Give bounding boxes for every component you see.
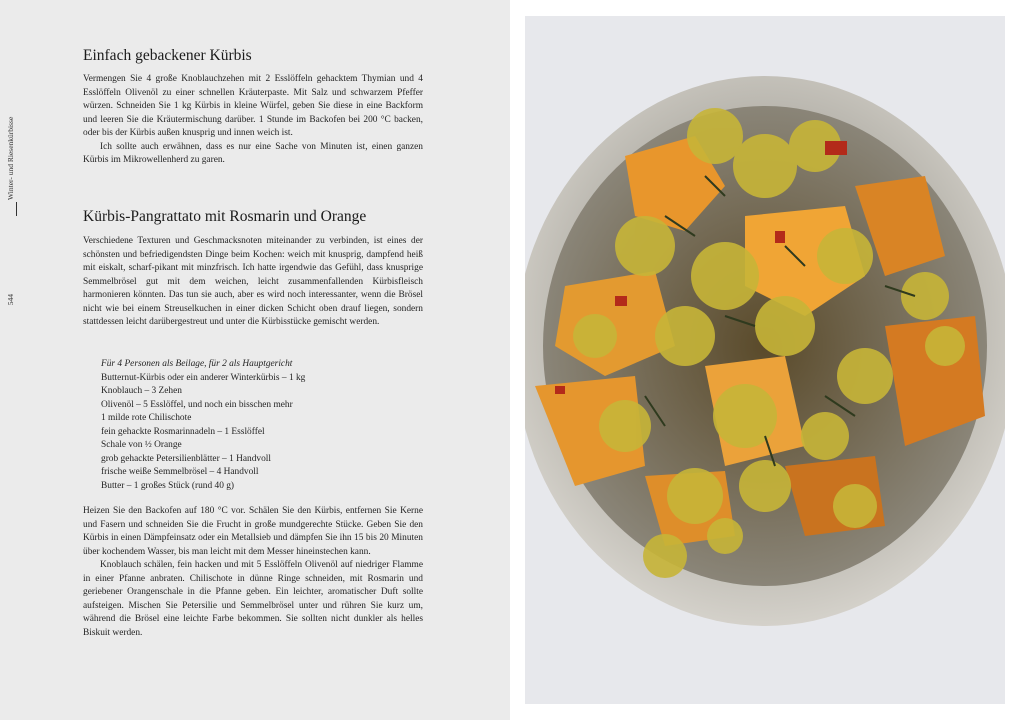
food-photo [525, 16, 1005, 704]
recipe1-paragraph: Vermengen Sie 4 große Knoblauchzehen mit 2 Esslöffeln gehacktem Thymian und 4 Esslöffeln Olivenöl zu einer schnellen Kräuterpaste. Mit Salz und schwarzem Pfeffer würzen. Schneiden Sie 1 kg Kürbis in kleine Würfel, geben Sie diese in eine Backform und leeren Sie die Kräutermischung darüber. 1 Stunde im Backofen bei 200 °C backen, oder bis der Kürbis außen knusprig und innen weich ist. [83, 74, 423, 138]
method-paragraph: Heizen Sie den Backofen auf 180 °C vor. Schälen Sie den Kürbis, entfernen Sie Kerne und Fasern und schneiden Sie die Frucht in große mundgerechte Stücke. Geben Sie den Kürbis in einen Dämpfeinsatz oder ein Metallsieb und dämpfen Sie ihn 15 bis 20 Minuten über kochendem Wasser, bis man leicht mit dem Messer hineinstechen kann. [83, 506, 423, 557]
recipe1-paragraph: Ich sollte auch erwähnen, dass es nur eine Sache von Minuten ist, einen ganzen Kürbis im Mikrowellenherd zu garen. [83, 141, 423, 165]
chapter-label: Winter- und Riesenkürbisse [6, 116, 15, 200]
method-paragraph: Knoblauch schälen, fein hacken und mit 5 Esslöffeln Olivenöl auf niedriger Flamme in einer Pfanne anbraten. Chilischote in dünne Ringe schneiden, mit Rosmarin und geriebener Orangenschale in die Pfanne geben. Ein leichter, aromatischer Duft sollte aufsteigen. Mischen Sie Petersilie und Semmelbrösel unter und rühren Sie kurz um, während die Brösel eine leichte Farbe bekommen. Sie sollten nicht dunkler als helles Biskuit werden. [83, 560, 423, 638]
ingredient-item: Schale von ½ Orange [101, 440, 182, 450]
ingredient-item: Butternut-Kürbis oder ein anderer Winterkürbis – 1 kg [101, 372, 306, 383]
ingredient-item: grob gehackte Petersilienblätter – 1 Handvoll [101, 453, 271, 464]
page-number: 544 [6, 294, 15, 306]
ingredient-item: Butter – 1 großes Stück (rund 40 g) [101, 480, 235, 491]
recipe1-title: Einfach gebackener Kürbis [83, 47, 252, 64]
recipe2-title: Kürbis-Pangrattato mit Rosmarin und Orange [83, 208, 367, 225]
recipe2-method [83, 505, 423, 640]
recipe1-body [83, 73, 423, 168]
bowl-illustration [525, 16, 1005, 704]
running-sidebar [4, 98, 18, 306]
sidebar-divider [16, 202, 17, 216]
servings-note: Für 4 Personen als Beilage, für 2 als Hauptgericht [101, 359, 293, 369]
ingredient-item: frische weiße Semmelbrösel – 4 Handvoll [101, 467, 259, 477]
ingredient-item: 1 milde rote Chilischote [101, 413, 192, 423]
ingredient-item: Olivenöl – 5 Esslöffel, und noch ein bisschen mehr [101, 399, 293, 410]
recipe2-intro: Verschiedene Texturen und Geschmacksnoten miteinander zu verbinden, ist eines der schönsten und befriedigendsten Dinge beim Kochen: weich mit knusprig, dampfend heiß mit eiskalt, scharf-pikant mit minzfrisch. Ich hatte irgendwie das Gefühl, dass knusprige Semmelbrösel gut mit dem weichen, leicht zusammenfallenden Kürbisfleisch harmonieren könnten. Das tun sie auch, aber es wird noch interessanter, wenn die Brösel nicht wie bei einem Streuselkuchen in einer dicken Schicht oben drauf liegen, sondern stattdessen leicht darübergestreut und unter die Kürbisstücke gemischt werden. [83, 236, 423, 327]
ingredient-item: Knoblauch – 3 Zehen [101, 386, 182, 396]
ingredient-item: fein gehackte Rosmarinnadeln – 1 Esslöffel [101, 426, 265, 437]
page-gutter [510, 0, 525, 720]
ingredient-list [101, 358, 421, 493]
